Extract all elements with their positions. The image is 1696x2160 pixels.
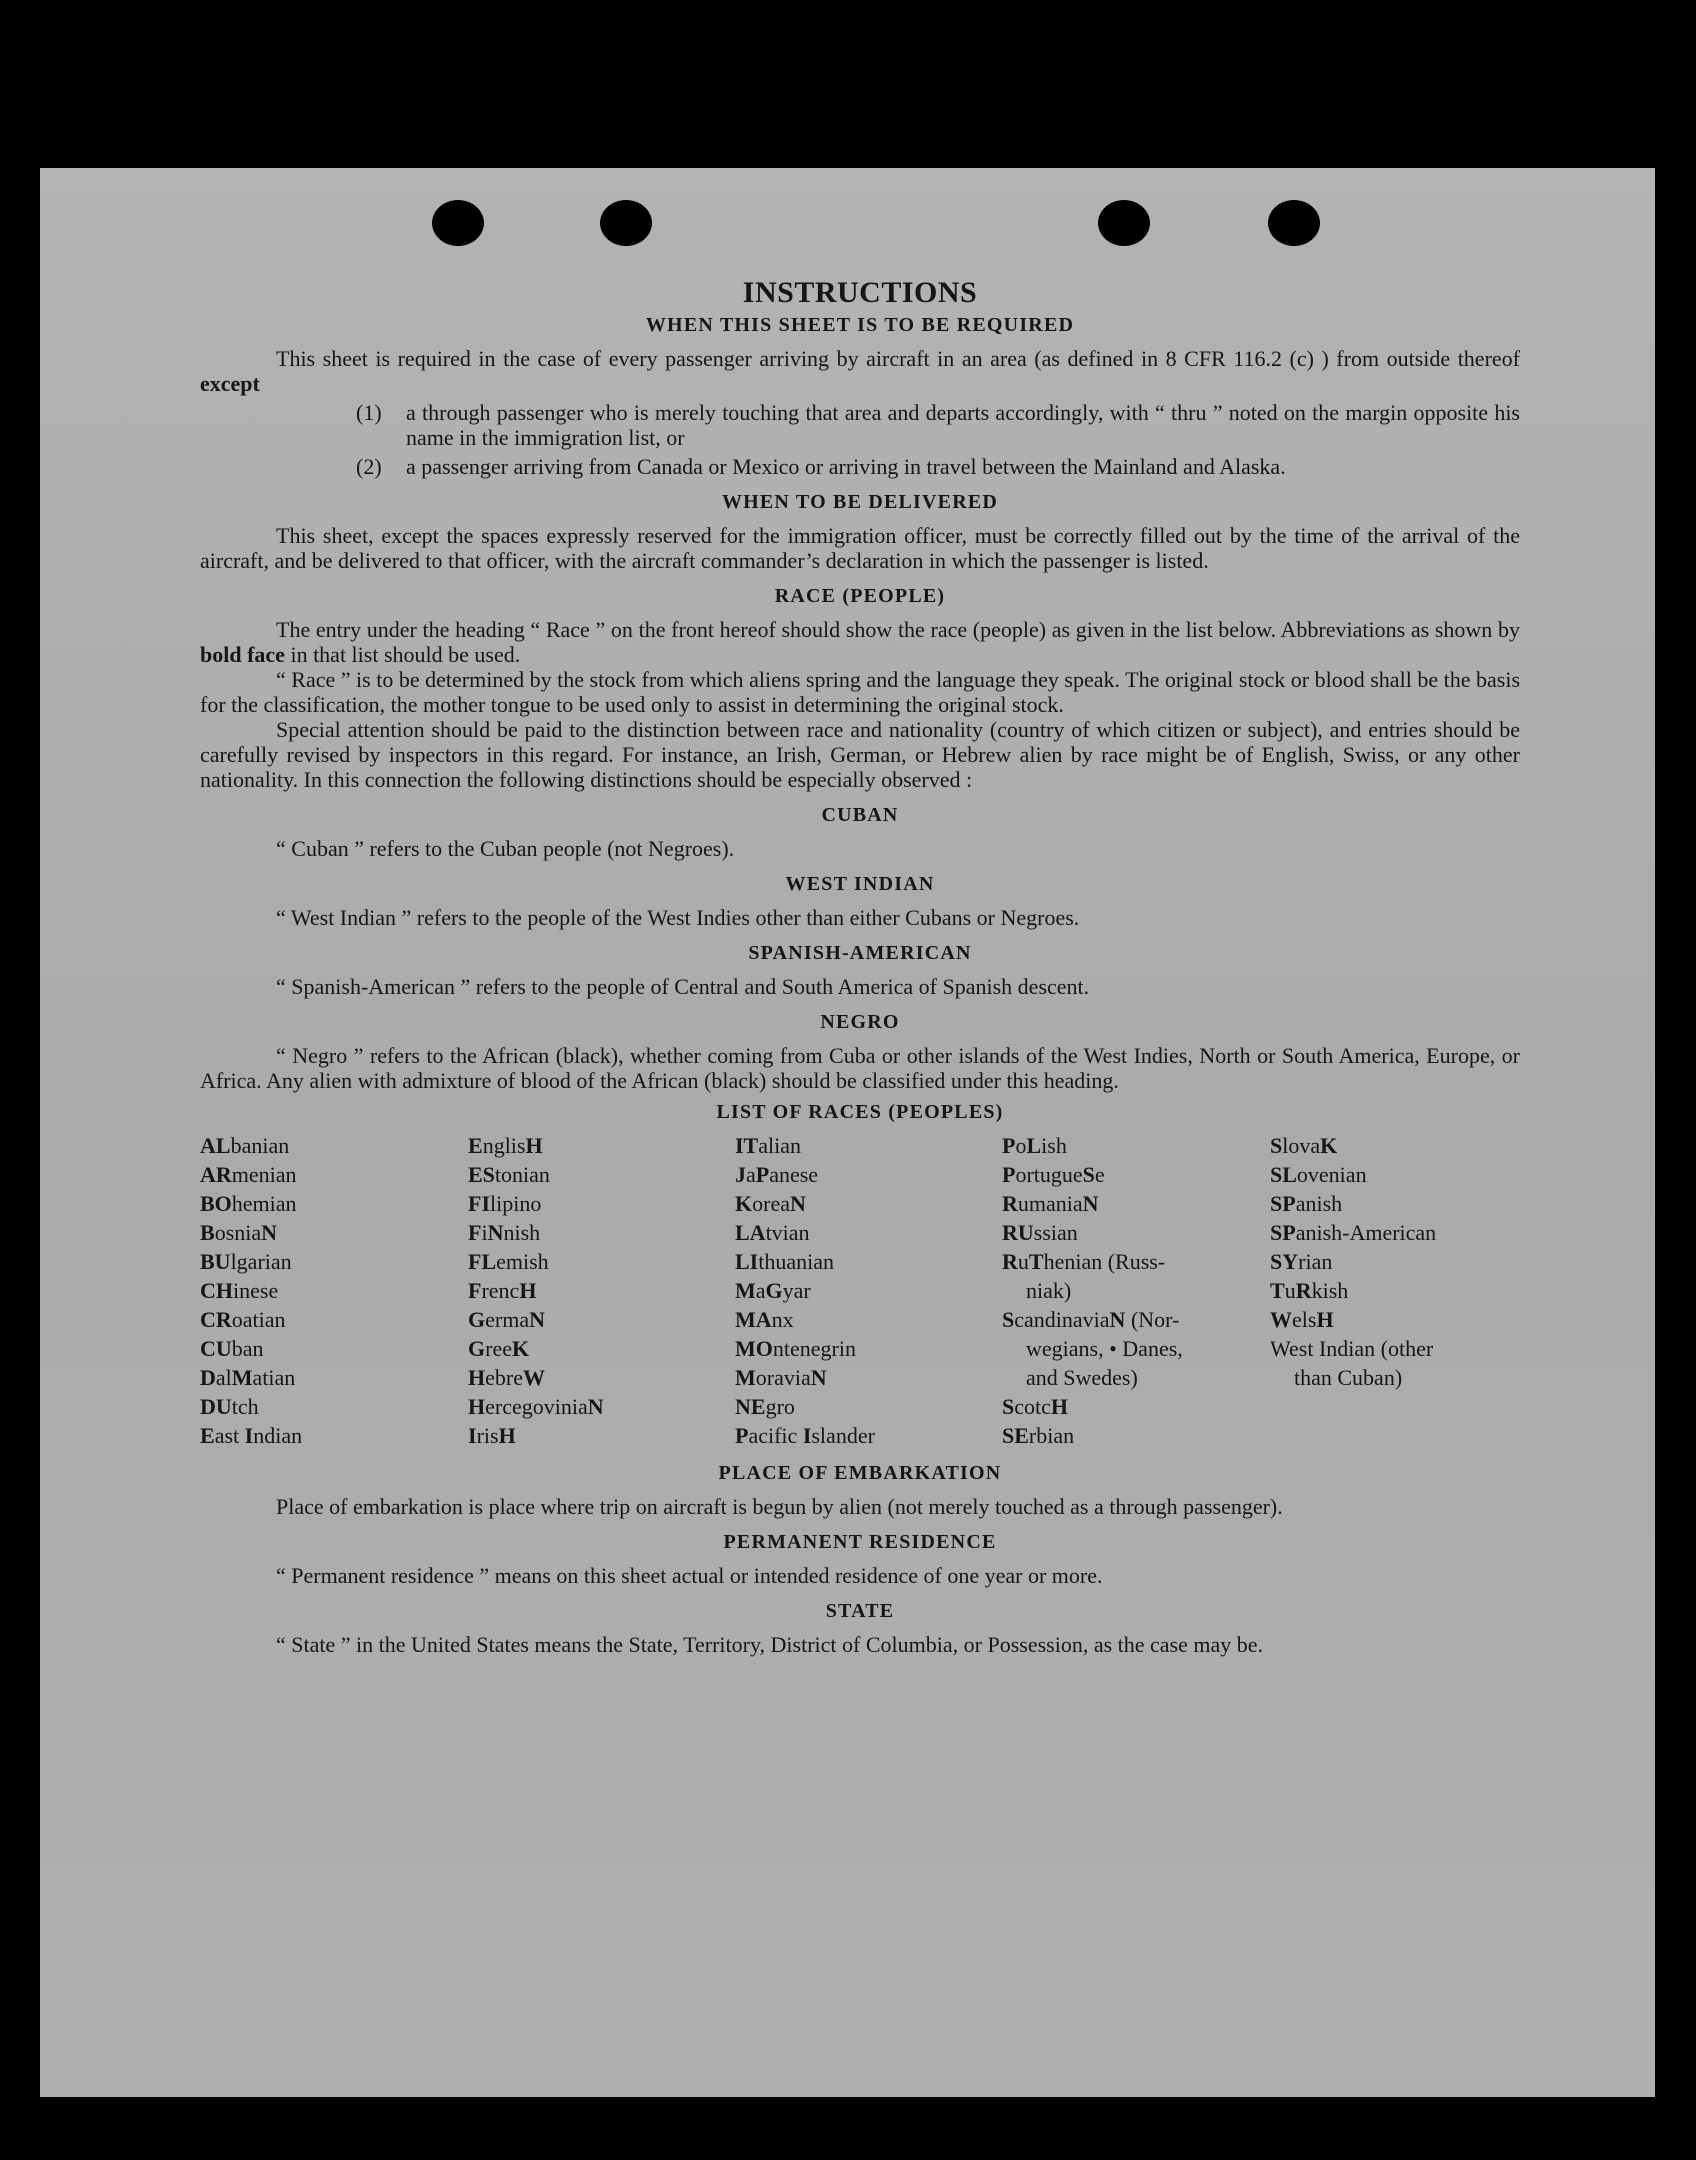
race-entry: ALbanian bbox=[200, 1133, 290, 1158]
race-entry: JaPanese bbox=[735, 1162, 819, 1187]
race-entry: DalMatian bbox=[200, 1365, 296, 1390]
race-entry: BosniaN bbox=[200, 1220, 278, 1245]
race-entry: CHinese bbox=[200, 1278, 279, 1303]
race-entry: ScandinaviaN (Nor- bbox=[1002, 1307, 1180, 1332]
race-entry: RUssian bbox=[1002, 1220, 1078, 1245]
race-entry: FIlipino bbox=[468, 1191, 542, 1216]
punch-hole bbox=[1268, 200, 1320, 246]
exception-item-2 bbox=[356, 454, 1520, 479]
race-entry: WelsH bbox=[1270, 1307, 1334, 1332]
race-entry: CRoatian bbox=[200, 1307, 286, 1332]
race-entry: MoraviaN bbox=[735, 1365, 827, 1390]
race-entry: ScotcH bbox=[1002, 1394, 1069, 1419]
race-entry: CUban bbox=[200, 1336, 264, 1361]
race-entry: IrisH bbox=[468, 1423, 516, 1448]
section-heading-negro: NEGRO bbox=[820, 1011, 900, 1033]
race-entry: MaGyar bbox=[735, 1278, 811, 1303]
race-entry: BOhemian bbox=[200, 1191, 297, 1216]
page-title: INSTRUCTIONS bbox=[742, 276, 978, 309]
race-entry: RumaniaN bbox=[1002, 1191, 1099, 1216]
race-entry: wegians, • Danes, bbox=[1026, 1336, 1183, 1361]
race-entry: SErbian bbox=[1002, 1423, 1075, 1448]
instruction-sheet bbox=[40, 168, 1655, 2097]
race-paragraph-2: “ Race ” is to be determined by the stock from which aliens spring and the language they speak. The original stock or blood shall be the basis for the classification, the mother tongue to be used only to assist in determining the original stock. bbox=[200, 667, 1520, 717]
race-entry: SYrian bbox=[1270, 1249, 1333, 1274]
race-entry: HercegoviniaN bbox=[468, 1394, 604, 1419]
when-delivered-text: This sheet, except the spaces expressly reserved for the immigration officer, must be correctly filled out by the time of the arrival of the aircraft, and be delivered to that officer, with the aircraft commander’s declaration in which the passenger is listed. bbox=[200, 523, 1520, 573]
section-heading-when-required: WHEN THIS SHEET IS TO BE REQUIRED bbox=[645, 314, 1075, 336]
exception-number: (1) bbox=[356, 400, 382, 425]
race-paragraph-3: Special attention should be paid to the distinction between race and nationality (country of which citizen or subject), and entries should be carefully revised by inspectors in this regard. For instance, an Irish, German, or Hebrew alien by race might be of English, Swiss, or any other nationality. In this connection the following distinctions should be especially observed : bbox=[200, 717, 1520, 792]
race-entry: than Cuban) bbox=[1294, 1365, 1403, 1390]
section-heading-cuban: CUBAN bbox=[821, 804, 899, 826]
punch-hole bbox=[1098, 200, 1150, 246]
exception-item-1 bbox=[356, 400, 1520, 450]
race-entry: RuThenian (Russ- bbox=[1002, 1249, 1166, 1274]
race-entry: LIthuanian bbox=[735, 1249, 835, 1274]
race-entry: KoreaN bbox=[735, 1191, 806, 1216]
west-indian-text: “ West Indian ” refers to the people of the West Indies other than either Cubans or Negroes. bbox=[276, 905, 1080, 930]
race-entry: West Indian (other bbox=[1270, 1336, 1434, 1361]
race-entry: PortugueSe bbox=[1002, 1162, 1105, 1187]
instructions-content bbox=[200, 276, 1520, 1657]
section-heading-list-of-races: LIST OF RACES (PEOPLES) bbox=[716, 1101, 1004, 1123]
race-entry: GermaN bbox=[468, 1307, 545, 1332]
race-column bbox=[735, 1131, 1002, 1450]
race-entry: SPanish bbox=[1270, 1191, 1343, 1216]
race-entry: and Swedes) bbox=[1026, 1365, 1138, 1390]
race-entry: LAtvian bbox=[735, 1220, 810, 1245]
race-entry: SLovenian bbox=[1270, 1162, 1367, 1187]
except-bold: except bbox=[200, 371, 260, 396]
race-entry: niak) bbox=[1026, 1278, 1072, 1303]
race-entry: FLemish bbox=[468, 1249, 549, 1274]
race-column bbox=[200, 1131, 468, 1450]
section-heading-spanish-american: SPANISH-AMERICAN bbox=[748, 942, 972, 964]
race-column bbox=[1002, 1131, 1270, 1450]
race-column bbox=[1270, 1131, 1520, 1450]
section-heading-permanent-residence: PERMANENT RESIDENCE bbox=[723, 1531, 997, 1553]
race-entry: FiNnish bbox=[468, 1220, 541, 1245]
race-entry: East Indian bbox=[200, 1423, 303, 1448]
exception-number: (2) bbox=[356, 454, 382, 479]
race-entry: NEgro bbox=[735, 1394, 795, 1419]
place-of-embarkation-text: Place of embarkation is place where trip on aircraft is begun by alien (not merely touched as a through passenger). bbox=[276, 1494, 1283, 1519]
race-entry: HebreW bbox=[468, 1365, 545, 1390]
race-entry: TuRkish bbox=[1270, 1278, 1349, 1303]
races-list bbox=[200, 1131, 1520, 1450]
race-entry: Pacific Islander bbox=[735, 1423, 875, 1448]
section-heading-when-delivered: WHEN TO BE DELIVERED bbox=[721, 491, 999, 513]
race-entry: ARmenian bbox=[200, 1162, 297, 1187]
race-entry: DUtch bbox=[200, 1394, 259, 1419]
race-entry: BUlgarian bbox=[200, 1249, 292, 1274]
race-entry: SPanish-American bbox=[1270, 1220, 1437, 1245]
punch-hole bbox=[432, 200, 484, 246]
race-entry: MOntenegrin bbox=[735, 1336, 856, 1361]
negro-text: “ Negro ” refers to the African (black), whether coming from Cuba or other islands of the West Indies, North or South America, Europe, or Africa. Any alien with admixture of blood of the African (black) should be classified under this heading. bbox=[200, 1043, 1520, 1093]
race-column bbox=[468, 1131, 735, 1450]
section-heading-state: STATE bbox=[825, 1600, 895, 1622]
state-text: “ State ” in the United States means the State, Territory, District of Columbia, or Possession, as the case may be. bbox=[276, 1632, 1264, 1657]
section-heading-place-of-embarkation: PLACE OF EMBARKATION bbox=[718, 1462, 1002, 1484]
exception-text: a passenger arriving from Canada or Mexico or arriving in travel between the Mainland and Alaska. bbox=[406, 454, 1286, 479]
race-entry: FrencH bbox=[468, 1278, 537, 1303]
race-entry: SlovaK bbox=[1270, 1133, 1338, 1158]
race-entry: GreeK bbox=[468, 1336, 530, 1361]
permanent-residence-text: “ Permanent residence ” means on this sheet actual or intended residence of one year or more. bbox=[276, 1563, 1103, 1588]
cuban-text: “ Cuban ” refers to the Cuban people (not Negroes). bbox=[276, 836, 735, 861]
race-entry: ITalian bbox=[735, 1133, 802, 1158]
race-paragraph-1: The entry under the heading “ Race ” on the front hereof should show the race (people) as given in the list below. Abbreviations as shown by bold face in that list should be used. bbox=[200, 617, 1520, 667]
section-heading-west-indian: WEST INDIAN bbox=[785, 873, 935, 895]
exception-text: a through passenger who is merely touching that area and departs accordingly, with “ thru ” noted on the margin opposite his name in the immigration list, or bbox=[406, 400, 1520, 450]
race-entry: EnglisH bbox=[468, 1133, 543, 1158]
race-entry: MAnx bbox=[735, 1307, 794, 1332]
race-entry: PoLish bbox=[1002, 1133, 1067, 1158]
section-heading-race: RACE (PEOPLE) bbox=[774, 585, 946, 607]
spanish-american-text: “ Spanish-American ” refers to the people of Central and South America of Spanish descent. bbox=[276, 974, 1090, 999]
when-required-intro: This sheet is required in the case of every passenger arriving by aircraft in an area (as defined in 8 CFR 116.2 (c) ) from outside thereof except bbox=[200, 346, 1520, 396]
punch-hole bbox=[600, 200, 652, 246]
race-entry: EStonian bbox=[468, 1162, 550, 1187]
